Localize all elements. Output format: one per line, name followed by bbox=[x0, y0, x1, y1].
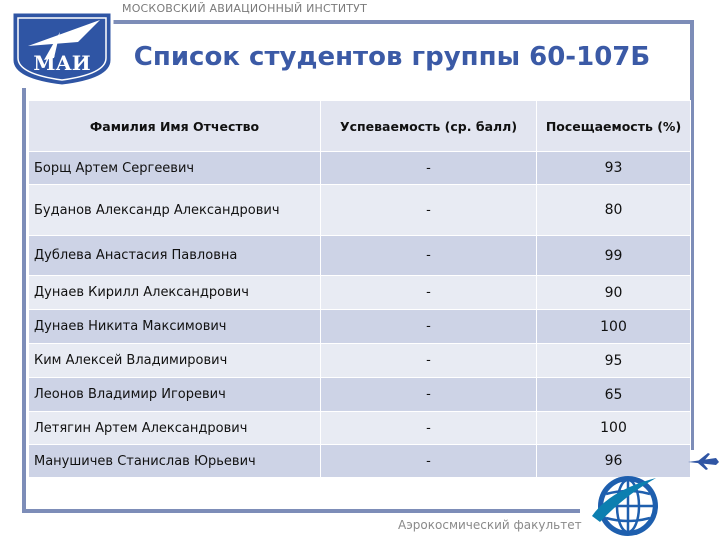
student-name: Летягин Артем Александрович bbox=[29, 412, 321, 445]
student-name: Манушичев Станислав Юрьевич bbox=[29, 445, 321, 478]
student-grade: - bbox=[321, 344, 537, 378]
airplane-icon bbox=[686, 452, 720, 472]
student-name: Леонов Владимир Игоревич bbox=[29, 378, 321, 412]
student-name: Буданов Александр Александрович bbox=[29, 185, 321, 236]
student-attendance: 80 bbox=[537, 185, 691, 236]
student-name: Дунаев Никита Максимович bbox=[29, 310, 321, 344]
student-name: Борщ Артем Сергеевич bbox=[29, 152, 321, 185]
table-row bbox=[29, 152, 691, 185]
table-row bbox=[29, 412, 691, 445]
table-row bbox=[29, 378, 691, 412]
students-table bbox=[28, 100, 691, 478]
student-grade: - bbox=[321, 412, 537, 445]
svg-text:МАИ: МАИ bbox=[33, 51, 91, 75]
student-grade: - bbox=[321, 378, 537, 412]
student-grade: - bbox=[321, 152, 537, 185]
table-row bbox=[29, 310, 691, 344]
student-name: Ким Алексей Владимирович bbox=[29, 344, 321, 378]
student-attendance: 93 bbox=[537, 152, 691, 185]
frame-top-line bbox=[24, 20, 694, 24]
student-name: Дублева Анастасия Павловна bbox=[29, 236, 321, 276]
student-grade: - bbox=[321, 445, 537, 478]
student-attendance: 95 bbox=[537, 344, 691, 378]
column-header-attendance: Посещаемость (%) bbox=[537, 101, 691, 152]
student-grade: - bbox=[321, 276, 537, 310]
column-header-grade: Успеваемость (ср. балл) bbox=[321, 101, 537, 152]
frame-bottom-line bbox=[22, 509, 580, 513]
student-grade: - bbox=[321, 185, 537, 236]
frame-left-line bbox=[22, 88, 26, 513]
table-row bbox=[29, 185, 691, 236]
mai-logo-icon bbox=[4, 2, 120, 88]
student-grade: - bbox=[321, 236, 537, 276]
student-attendance: 96 bbox=[537, 445, 691, 478]
student-attendance: 65 bbox=[537, 378, 691, 412]
page-title: Список студентов группы 60-107Б bbox=[133, 42, 651, 72]
faculty-name: Аэрокосмический факультет bbox=[398, 518, 582, 532]
table-row bbox=[29, 344, 691, 378]
globe-icon bbox=[590, 472, 662, 538]
student-name: Дунаев Кирилл Александрович bbox=[29, 276, 321, 310]
institute-name: МОСКОВСКИЙ АВИАЦИОННЫЙ ИНСТИТУТ bbox=[122, 2, 367, 15]
table-row bbox=[29, 236, 691, 276]
student-grade: - bbox=[321, 310, 537, 344]
student-attendance: 99 bbox=[537, 236, 691, 276]
column-header-name: Фамилия Имя Отчество bbox=[29, 101, 321, 152]
student-attendance: 100 bbox=[537, 310, 691, 344]
student-attendance: 100 bbox=[537, 412, 691, 445]
table-row bbox=[29, 276, 691, 310]
table-header-row bbox=[29, 101, 691, 152]
student-attendance: 90 bbox=[537, 276, 691, 310]
